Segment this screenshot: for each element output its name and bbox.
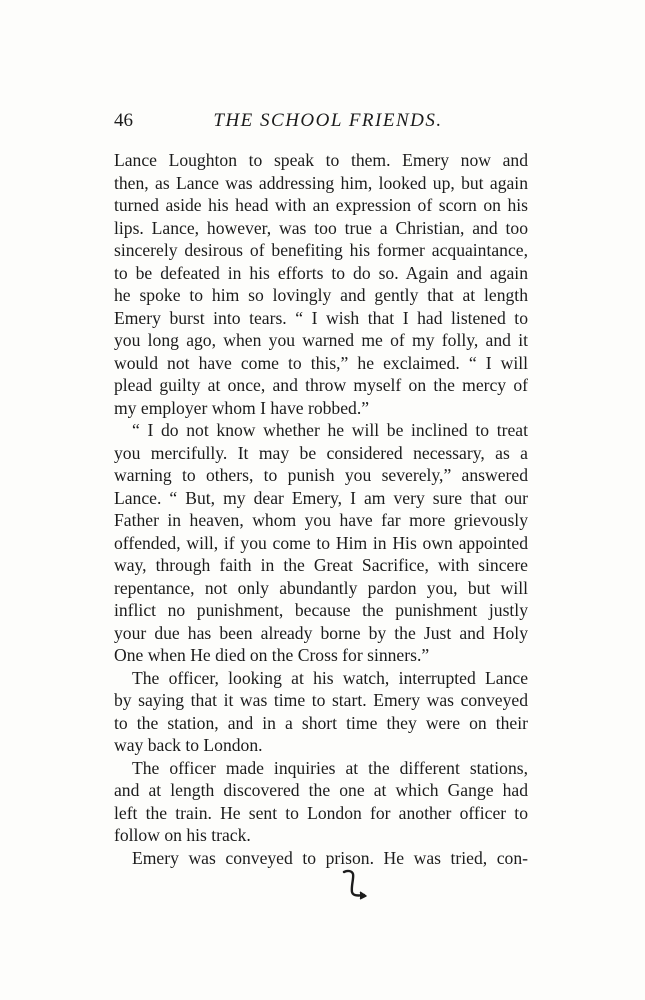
text-line: way back to London. [114,735,263,755]
text-line: Lance. “ But, my dear Emery, I am very sure that our [114,487,528,508]
text-line: offended, will, if you come to Him in His own appointed [114,532,528,553]
text-line: by saying that it was time to start. Emery was conveyed [114,690,528,710]
text-line: Emery was conveyed to prison. He was tried, con- [132,847,528,868]
text-line: left the train. He sent to London for another officer to [114,802,528,823]
text-line: and at length discovered the one at which Gange had [114,780,528,800]
text-line: he spoke to him so lovingly and gently that at length [114,285,528,305]
text-line: sincerely desirous of benefiting his former acquaintance, [114,240,528,260]
body-text [114,149,528,869]
text-line: Father in heaven, whom you have far more grievously [114,510,528,530]
text-line: The officer made inquiries at the different stations, [132,757,528,778]
signature-mark-drawing [338,868,378,904]
text-line: repentance, not only abundantly pardon you, but will [114,577,528,598]
running-head [114,108,528,134]
text-line: lips. Lance, however, was too true a Christian, and too [114,217,528,238]
text-line: my employer whom I have robbed.” [114,397,370,418]
text-line: One when He died on the Cross for sinners.” [114,645,430,665]
signature-mark [338,868,378,904]
text-line: turned aside his head with an expression of scorn on his [114,195,528,215]
text-line: The officer, looking at his watch, interrupted Lance [132,667,528,688]
text-line: Lance Loughton to speak to them. Emery now and [114,150,528,170]
text-line: your due has been already borne by the Just and Holy [114,622,528,643]
text-line: inflict no punishment, because the punishment justly [114,600,528,620]
text-line: would not have come to this,” he exclaimed. “ I will [114,352,528,373]
running-title: THE SCHOOL FRIENDS. [213,110,443,131]
text-line: warning to others, to punish you severely,” answered [114,465,528,485]
page-number: 46 [114,110,133,131]
text-line: follow on his track. [114,825,251,845]
text-line: you long ago, when you warned me of my folly, and it [114,330,528,350]
text-line: to be defeated in his efforts to do so. Again and again [114,262,528,283]
text-line: you mercifully. It may be considered necessary, as a [114,442,528,463]
text-line: Emery burst into tears. “ I wish that I had listened to [114,307,528,328]
text-line: way, through faith in the Great Sacrifice, with sincere [114,555,528,575]
text-line: then, as Lance was addressing him, looked up, but again [114,172,528,193]
text-line: “ I do not know whether he will be inclined to treat [132,420,528,440]
text-line: to the station, and in a short time they were on their [114,712,528,733]
text-line: plead guilty at once, and throw myself on the mercy of [114,375,528,395]
